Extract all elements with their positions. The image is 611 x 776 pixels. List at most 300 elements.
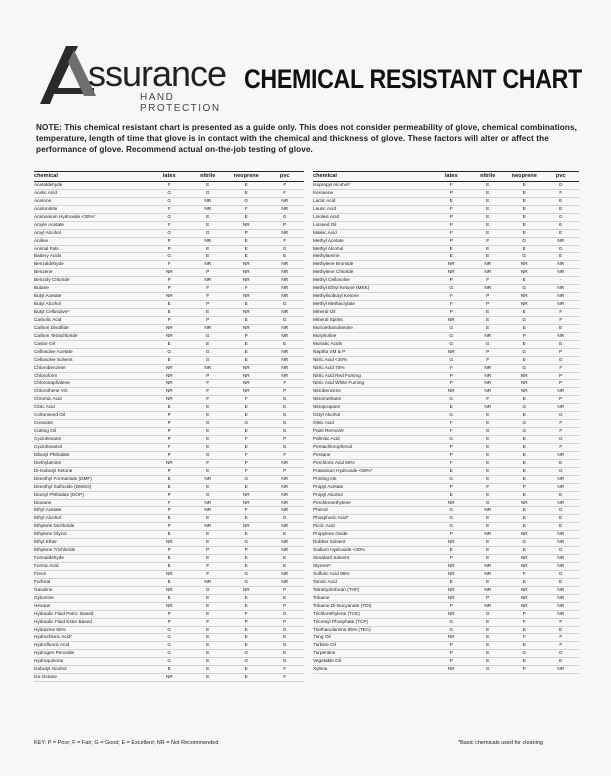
cell-nitrile: F [206, 380, 210, 386]
table-row [34, 373, 304, 381]
cell-chemical: Gylcerine [34, 594, 54, 600]
cell-nitrile: E [486, 436, 490, 441]
cell-chemical: Perchloroethylene [313, 499, 351, 505]
cell-nitrile: P [206, 269, 210, 275]
table-row [313, 214, 579, 222]
cell-nitrile: NR [484, 269, 492, 275]
cell-nitrile: P [486, 293, 490, 299]
table-row [313, 317, 579, 325]
header-nitrile: nitrile [200, 173, 216, 179]
cell-neoprene: E [244, 642, 248, 648]
cell-nitrile: NR [204, 578, 212, 584]
table-row [34, 388, 304, 396]
cell-latex: F [449, 205, 453, 211]
cell-nitrile: G [205, 229, 210, 235]
cell-pvc: G [282, 301, 287, 307]
cell-chemical: Methylisobutyl Ketone [313, 293, 359, 299]
cell-nitrile: NR [204, 205, 212, 211]
cell-nitrile: F [486, 396, 490, 402]
cell-neoprene: P [244, 229, 248, 235]
cell-pvc: NR [281, 578, 289, 584]
cell-pvc: NR [281, 229, 289, 235]
table-row [313, 428, 579, 436]
cell-latex: P [167, 618, 171, 624]
cell-nitrile: E [486, 197, 490, 203]
cell-latex: NR [447, 634, 455, 640]
cell-nitrile: G [205, 491, 210, 497]
table-row [313, 246, 579, 254]
cell-neoprene: F [244, 436, 248, 441]
cell-latex: P [449, 443, 453, 449]
cell-chemical: Methyl Cellosolve [313, 277, 350, 283]
cell-latex: P [167, 507, 171, 513]
cell-chemical: Methylene Chloride [313, 269, 354, 275]
cell-nitrile: E [206, 634, 210, 640]
cell-nitrile: E [486, 182, 490, 187]
cell-chemical: Triethanolamine 85% (TEA) [313, 626, 371, 632]
cell-nitrile: E [486, 539, 490, 545]
cell-latex: P [167, 285, 171, 291]
cell-pvc: NR [557, 531, 565, 537]
cell-latex: E [167, 515, 171, 521]
table-row [34, 293, 304, 301]
cell-latex: E [449, 253, 453, 259]
table-row [313, 500, 579, 508]
cell-neoprene: E [244, 483, 248, 489]
cell-neoprene: G [522, 253, 527, 259]
cell-pvc: G [282, 396, 287, 402]
cell-pvc: G [558, 213, 563, 219]
cell-latex: G [167, 658, 172, 664]
cell-neoprene: NR [242, 269, 250, 275]
cell-neoprene: E [522, 229, 526, 235]
cell-chemical: Methyl Methacrylate [313, 301, 355, 307]
cell-neoprene: G [522, 316, 527, 322]
cell-pvc: G [558, 356, 563, 362]
cell-chemical: Turpentine [313, 650, 336, 656]
table-row [34, 460, 304, 468]
cell-latex: P [167, 451, 171, 457]
cell-pvc: F [283, 451, 287, 457]
table-row [34, 277, 304, 285]
cell-nitrile: E [206, 412, 210, 418]
table-row [313, 325, 579, 333]
cell-neoprene: NR [242, 586, 250, 592]
cell-nitrile: G [205, 332, 210, 338]
cell-chemical: Di-Isobutyl Ketone [34, 467, 73, 473]
header-chemical: chemical [313, 173, 337, 179]
table-row [34, 420, 304, 428]
cell-nitrile: E [206, 467, 210, 473]
cell-latex: F [167, 205, 171, 211]
cell-pvc: NR [557, 475, 565, 481]
cell-latex: F [449, 182, 453, 187]
cell-neoprene: E [522, 459, 526, 465]
cell-pvc: F [559, 316, 563, 322]
cell-chemical: Nitrobenzene [313, 388, 341, 394]
table-row [34, 198, 304, 206]
cell-pvc: G [282, 658, 287, 664]
cell-neoprene: NR [242, 293, 250, 299]
footnote: *Basic chemicals used for cleaning [458, 740, 543, 746]
cell-latex: G [167, 634, 172, 640]
table-row [313, 261, 579, 269]
cell-pvc: F [559, 618, 563, 624]
cell-latex: NR [447, 586, 455, 592]
cell-latex: P [449, 483, 453, 489]
cell-neoprene: E [244, 356, 248, 362]
cell-latex: P [167, 523, 171, 529]
cell-latex: P [449, 189, 453, 195]
table-row [313, 341, 579, 349]
cell-chemical: Hexane [34, 602, 51, 608]
cell-nitrile: E [486, 578, 490, 584]
cell-latex: G [449, 356, 454, 362]
cell-latex: G [449, 340, 454, 346]
table-row [34, 547, 304, 555]
cell-chemical: Chlorobenzene [34, 364, 66, 370]
table-row [34, 349, 304, 357]
chemical-table-left [34, 171, 304, 682]
cell-latex: P [167, 610, 171, 616]
cell-chemical: Isobutyl Alcohol [34, 666, 67, 672]
table-row [313, 468, 579, 476]
cell-chemical: Methyl Alcohol [313, 245, 344, 251]
cell-chemical: Nitric Acid 70% [313, 364, 345, 370]
table-row [34, 214, 304, 222]
cell-nitrile: E [206, 309, 210, 314]
cell-latex: G [449, 507, 454, 513]
cell-chemical: Cyclohexane [34, 436, 62, 441]
table-row [313, 571, 579, 579]
cell-pvc: E [559, 253, 563, 259]
cell-latex: NR [165, 602, 173, 608]
cell-latex: NR [165, 570, 173, 576]
table-row [34, 650, 304, 658]
cell-neoprene: G [522, 539, 527, 545]
cell-latex: NR [447, 666, 455, 672]
cell-chemical: Picric Acid [313, 523, 335, 529]
cell-nitrile: G [205, 420, 210, 426]
cell-pvc: F [559, 642, 563, 648]
cell-nitrile: E [206, 602, 210, 608]
table-row [34, 444, 304, 452]
cell-nitrile: E [206, 666, 210, 672]
cell-latex: F [167, 261, 171, 267]
table-row [34, 396, 304, 404]
cell-nitrile: E [206, 436, 210, 441]
table-row [34, 428, 304, 436]
table-row [34, 333, 304, 341]
cell-pvc: F [559, 634, 563, 640]
table-row [313, 650, 579, 658]
cell-chemical: Kerosene [313, 189, 334, 195]
cell-pvc: G [282, 245, 287, 251]
cell-nitrile: F [486, 483, 490, 489]
cell-neoprene: F [244, 205, 248, 211]
cell-nitrile: E [486, 245, 490, 251]
cell-latex: NR [447, 570, 455, 576]
cell-nitrile: NR [484, 380, 492, 386]
cell-nitrile: E [206, 182, 210, 187]
cell-latex: P [449, 555, 453, 561]
cell-latex: P [167, 237, 171, 243]
table-row [34, 238, 304, 246]
cell-neoprene: G [244, 650, 249, 656]
cell-neoprene: E [244, 555, 248, 561]
table-row [34, 206, 304, 214]
cell-latex: NR [165, 674, 173, 680]
cell-nitrile: NR [204, 197, 212, 203]
cell-neoprene: E [522, 443, 526, 449]
table-row [313, 412, 579, 420]
page-title: CHEMICAL RESISTANT CHART [244, 64, 582, 94]
cell-neoprene: E [522, 324, 526, 330]
cell-neoprene: NR [520, 261, 528, 267]
cell-nitrile: E [486, 443, 490, 449]
cell-nitrile: F [206, 388, 210, 394]
cell-neoprene: E [522, 642, 526, 648]
cell-pvc: E [559, 515, 563, 521]
cell-nitrile: E [486, 189, 490, 195]
cell-neoprene: E [522, 213, 526, 219]
cell-nitrile: F [206, 396, 210, 402]
cell-nitrile: NR [204, 277, 212, 283]
table-body [34, 182, 304, 682]
cell-nitrile: E [486, 618, 490, 624]
cell-chemical: Cyclohexanol [34, 443, 63, 449]
cell-latex: P [167, 277, 171, 283]
cell-nitrile: E [486, 658, 490, 664]
cell-neoprene: E [522, 658, 526, 664]
cell-nitrile: E [206, 610, 210, 616]
cell-neoprene: NR [242, 388, 250, 394]
cell-pvc: E [559, 221, 563, 227]
cell-neoprene: E [522, 396, 526, 402]
cell-pvc: E [559, 459, 563, 465]
cell-nitrile: E [486, 459, 490, 465]
table-row [34, 222, 304, 230]
cell-neoprene: P [244, 332, 248, 338]
cell-pvc: G [282, 420, 287, 426]
cell-pvc: P [283, 388, 287, 394]
cell-chemical: Nitric Acid Red Fuming [313, 372, 361, 378]
cell-latex: NR [165, 324, 173, 330]
cell-nitrile: E [486, 467, 490, 473]
cell-pvc: NR [281, 475, 289, 481]
cell-nitrile: NR [484, 563, 492, 568]
table-row [34, 452, 304, 460]
table-row [313, 642, 579, 650]
cell-latex: E [167, 483, 171, 489]
cell-pvc: NR [557, 332, 565, 338]
cell-chemical: Ethylene Dichloride [34, 523, 75, 529]
cell-nitrile: NR [484, 388, 492, 394]
table-row [313, 206, 579, 214]
cell-neoprene: E [244, 245, 248, 251]
cell-neoprene: E [522, 245, 526, 251]
cell-nitrile: E [206, 213, 210, 219]
cell-chemical: Chloronaphalene [34, 380, 70, 386]
cell-pvc: NR [557, 594, 565, 600]
cell-latex: E [167, 594, 171, 600]
cell-neoprene: G [244, 420, 249, 426]
cell-pvc: E [283, 594, 287, 600]
cell-neoprene: E [522, 578, 526, 584]
cell-latex: NR [165, 380, 173, 386]
cell-pvc: F [559, 428, 563, 434]
cell-latex: NR [447, 539, 455, 545]
cell-pvc: G [282, 626, 287, 632]
cell-pvc: E [283, 650, 287, 656]
table-row [313, 603, 579, 611]
cell-chemical: Creosote [34, 420, 54, 426]
cell-neoprene: E [522, 475, 526, 481]
cell-nitrile: E [486, 221, 490, 227]
cell-latex: G [449, 515, 454, 521]
table-row [34, 500, 304, 508]
cell-latex: G [449, 626, 454, 632]
cell-chemical: Butyl Cellusolve* [34, 309, 70, 314]
cell-nitrile: E [486, 229, 490, 235]
cell-neoprene: P [244, 459, 248, 465]
cell-chemical: Methyl Acetate [313, 237, 344, 243]
cell-chemical: Acetone [34, 197, 52, 203]
cell-nitrile: P [486, 594, 490, 600]
cell-pvc: - [559, 277, 562, 283]
cell-chemical: Perchloric Acid 60% [313, 459, 355, 465]
cell-pvc: G [282, 642, 287, 648]
cell-nitrile: NR [484, 570, 492, 576]
cell-chemical: Cutting Oil [34, 428, 56, 434]
cell-nitrile: E [486, 324, 490, 330]
table-row [34, 642, 304, 650]
table-row [313, 492, 579, 500]
cell-pvc: NR [281, 507, 289, 513]
cell-chemical: Xylene [313, 666, 328, 672]
header-latex: latex [444, 173, 458, 179]
cell-latex: P [167, 467, 171, 473]
table-row [34, 603, 304, 611]
cell-pvc: F [283, 237, 287, 243]
cell-nitrile: F [486, 277, 490, 283]
table-row [34, 190, 304, 198]
cell-latex: F [449, 364, 453, 370]
cell-latex: NR [447, 499, 455, 505]
cell-nitrile: E [486, 555, 490, 561]
cell-chemical: Amyl Alcohol [34, 229, 61, 235]
cell-neoprene: F [244, 507, 248, 513]
cell-neoprene: NR [520, 293, 528, 299]
table-row [34, 436, 304, 444]
cell-chemical: Dimethyl Formamide (DMF) [34, 475, 92, 481]
cell-latex: F [449, 428, 453, 434]
cell-nitrile: E [206, 221, 210, 227]
cell-chemical: Diethylamine [34, 459, 62, 465]
cell-latex: E [167, 404, 171, 410]
cell-pvc: NR [557, 404, 565, 410]
cell-neoprene: NR [242, 277, 250, 283]
cell-latex: E [167, 531, 171, 537]
table-row [34, 634, 304, 642]
cell-latex: F [167, 182, 171, 187]
cell-chemical: Hydrofluoric Acid [34, 642, 70, 648]
table-row [34, 182, 304, 190]
cell-nitrile: NR [204, 261, 212, 267]
cell-chemical: Dimethyl Sulfoxide (DMSO) [34, 483, 92, 489]
cell-nitrile: NR [204, 523, 212, 529]
cell-latex: E [167, 666, 171, 672]
disclaimer-note: NOTE: This chemical resistant chart is presented as a guide only. This does not consider permeability of glove, chemical combinations, temperature, length of time that glove is in contact with the chemical and thickness of glove. These factors will alter or affect the performance of glove. Recommend actual on-the-job testing of glove. [36, 123, 578, 154]
cell-latex: E [449, 197, 453, 203]
cell-neoprene: G [522, 364, 527, 370]
cell-latex: P [167, 547, 171, 553]
cell-latex: P [449, 372, 453, 378]
table-row [313, 309, 579, 317]
cell-latex: E [167, 340, 171, 346]
cell-pvc: NR [557, 293, 565, 299]
cell-latex: G [167, 213, 172, 219]
cell-chemical: Ethylene Trichloride [34, 547, 76, 553]
cell-latex: P [449, 237, 453, 243]
cell-neoprene: G [244, 658, 249, 664]
cell-pvc: P [283, 467, 287, 473]
header-latex: latex [162, 173, 176, 179]
cell-chemical: Tricresyl Phosphate (TCP) [313, 618, 369, 624]
table-row [313, 269, 579, 277]
cell-pvc: F [559, 309, 563, 314]
table-row [34, 531, 304, 539]
cell-neoprene: E [244, 301, 248, 307]
cell-neoprene: NR [242, 372, 250, 378]
cell-pvc: NR [557, 563, 565, 568]
table-row [34, 666, 304, 674]
cell-chemical: Tetrahydrofuran (THF) [313, 586, 360, 592]
table-row [34, 230, 304, 238]
cell-chemical: Vegetable Oil [313, 658, 341, 664]
table-row [313, 627, 579, 635]
cell-chemical: Nitromethane [313, 396, 342, 402]
cell-chemical: Methyl Ethyl Ketone (MEK) [313, 285, 370, 291]
cell-neoprene: G [244, 539, 249, 545]
cell-nitrile: NR [204, 237, 212, 243]
cell-pvc: E [283, 634, 287, 640]
cell-neoprene: E [244, 237, 248, 243]
cell-nitrile: NR [484, 586, 492, 592]
cell-latex: G [167, 253, 172, 259]
cell-latex: G [449, 618, 454, 624]
cell-chemical: Hydrazine 65% [34, 626, 66, 632]
cell-chemical: Acetonitrile [34, 205, 58, 211]
cell-nitrile: NR [484, 261, 492, 267]
table-row [313, 523, 579, 531]
cell-pvc: NR [281, 570, 289, 576]
cell-latex: NR [447, 261, 455, 267]
cell-latex: P [167, 316, 171, 322]
cell-nitrile: P [486, 348, 490, 354]
cell-pvc: E [559, 205, 563, 211]
cell-latex: P [449, 602, 453, 608]
cell-pvc: F [559, 443, 563, 449]
cell-chemical: Sodium Hydroxide <30% [313, 547, 365, 553]
header-neoprene: neoprene [511, 173, 537, 179]
cell-neoprene: NR [242, 491, 250, 497]
table-row [34, 325, 304, 333]
cell-pvc: NR [557, 483, 565, 489]
cell-chemical: Acetic Acid [34, 189, 57, 195]
cell-latex: P [449, 531, 453, 537]
cell-chemical: Nitric Acid White Fuming [313, 380, 365, 386]
